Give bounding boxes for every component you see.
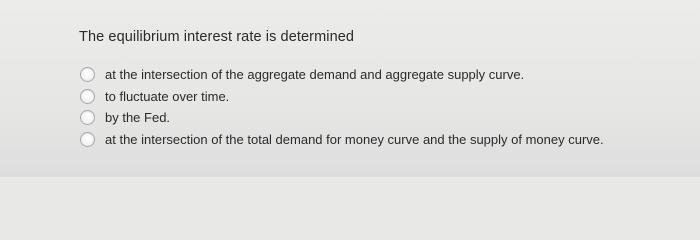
answer-option-3[interactable] <box>80 107 680 129</box>
answer-option-label: at the intersection of the aggregate demand and aggregate supply curve. <box>105 67 525 83</box>
answer-option-label: by the Fed. <box>105 110 171 126</box>
answer-option-1[interactable] <box>80 64 680 86</box>
answer-option-label: at the intersection of the total demand for money curve and the supply of money curve. <box>105 131 604 147</box>
answer-option-label: to fluctuate over time. <box>105 88 230 104</box>
answer-option-2[interactable] <box>80 86 680 108</box>
radio-button-1[interactable] <box>80 67 95 82</box>
radio-button-4[interactable] <box>80 132 95 147</box>
radio-button-3[interactable] <box>80 110 95 125</box>
question-text: The equilibrium interest rate is determined <box>79 29 355 45</box>
radio-button-2[interactable] <box>80 89 95 104</box>
answer-option-4[interactable] <box>80 129 680 151</box>
answer-options <box>80 64 680 150</box>
